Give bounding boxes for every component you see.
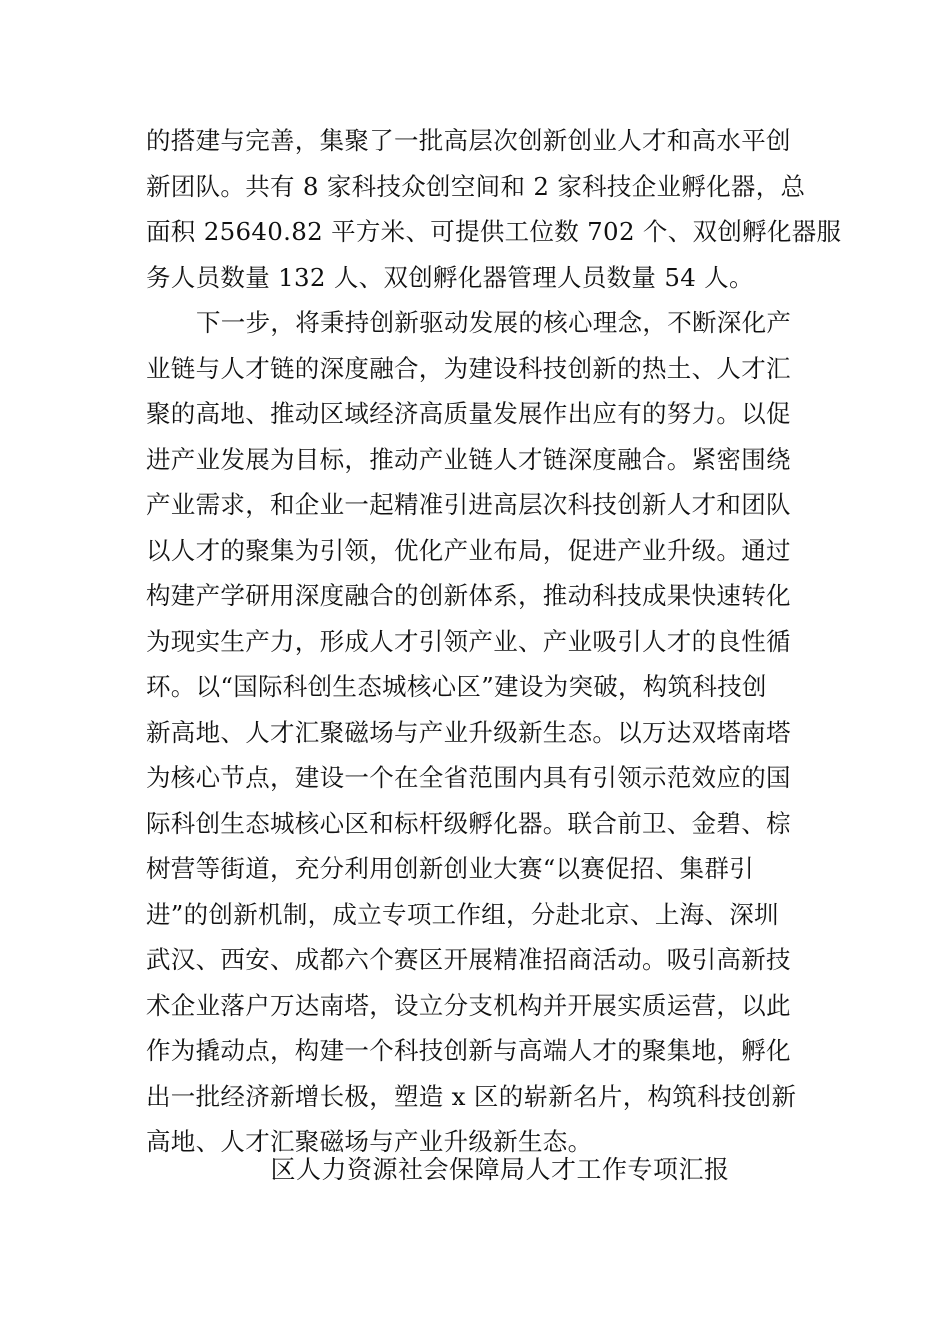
text-line: 新团队。共有 8 家科技众创空间和 2 家科技企业孵化器，总 — [146, 171, 806, 201]
text-line: 高地、人才汇聚磁场与产业升级新生态。 — [146, 1127, 593, 1156]
text-line-paragraph-start: 下一步，将秉持创新驱动发展的核心理念，不断深化产 — [196, 308, 792, 337]
text-line: 为核心节点，建设一个在全省范围内具有引领示范效应的国 — [146, 763, 791, 792]
text-line: 环。以“国际科创生态城核心区”建设为突破，构筑科技创 — [146, 672, 767, 701]
text-line: 面积 25640.82 平方米、可提供工位数 702 个、双创孵化器服 — [146, 217, 842, 246]
text-line: 产业需求，和企业一起精准引进高层次科技创新人才和团队 — [146, 490, 791, 519]
text-line: 际科创生态城核心区和标杆级孵化器。联合前卫、金碧、棕 — [146, 808, 791, 838]
text-line: 聚的高地、推动区域经济高质量发展作出应有的努力。以促 — [146, 399, 791, 428]
section-title: 区人力资源社会保障局人才工作专项汇报 — [270, 1155, 730, 1184]
text-line: 为现实生产力，形成人才引领产业、产业吸引人才的良性循 — [146, 626, 791, 656]
text-line: 树营等街道，充分利用创新创业大赛“以赛促招、集群引 — [146, 854, 755, 883]
text-line: 构建产学研用深度融合的创新体系，推动科技成果快速转化 — [146, 581, 791, 610]
text-line: 进”的创新机制，成立专项工作组，分赴北京、上海、深圳 — [146, 899, 779, 929]
document-body — [146, 118, 842, 1165]
text-line: 的搭建与完善，集聚了一批高层次创新创业人才和高水平创 — [146, 126, 791, 155]
text-line: 新高地、人才汇聚磁场与产业升级新生态。以万达双塔南塔 — [146, 717, 791, 747]
text-line: 以人才的聚集为引领，优化产业布局，促进产业升级。通过 — [146, 535, 791, 565]
text-line: 进产业发展为目标，推动产业链人才链深度融合。紧密围绕 — [146, 444, 791, 474]
text-line: 武汉、西安、成都六个赛区开展精准招商活动。吸引高新技 — [146, 945, 791, 974]
text-line: 务人员数量 132 人、双创孵化器管理人员数量 54 人。 — [146, 262, 754, 292]
text-line: 出一批经济新增长极，塑造 x 区的崭新名片，构筑科技创新 — [146, 1081, 797, 1111]
text-line: 作为撬动点，构建一个科技创新与高端人才的聚集地，孵化 — [146, 1036, 791, 1065]
text-line: 术企业落户万达南塔，设立分支机构并开展实质运营，以此 — [146, 990, 791, 1020]
text-line: 业链与人才链的深度融合，为建设科技创新的热土、人才汇 — [146, 353, 791, 383]
